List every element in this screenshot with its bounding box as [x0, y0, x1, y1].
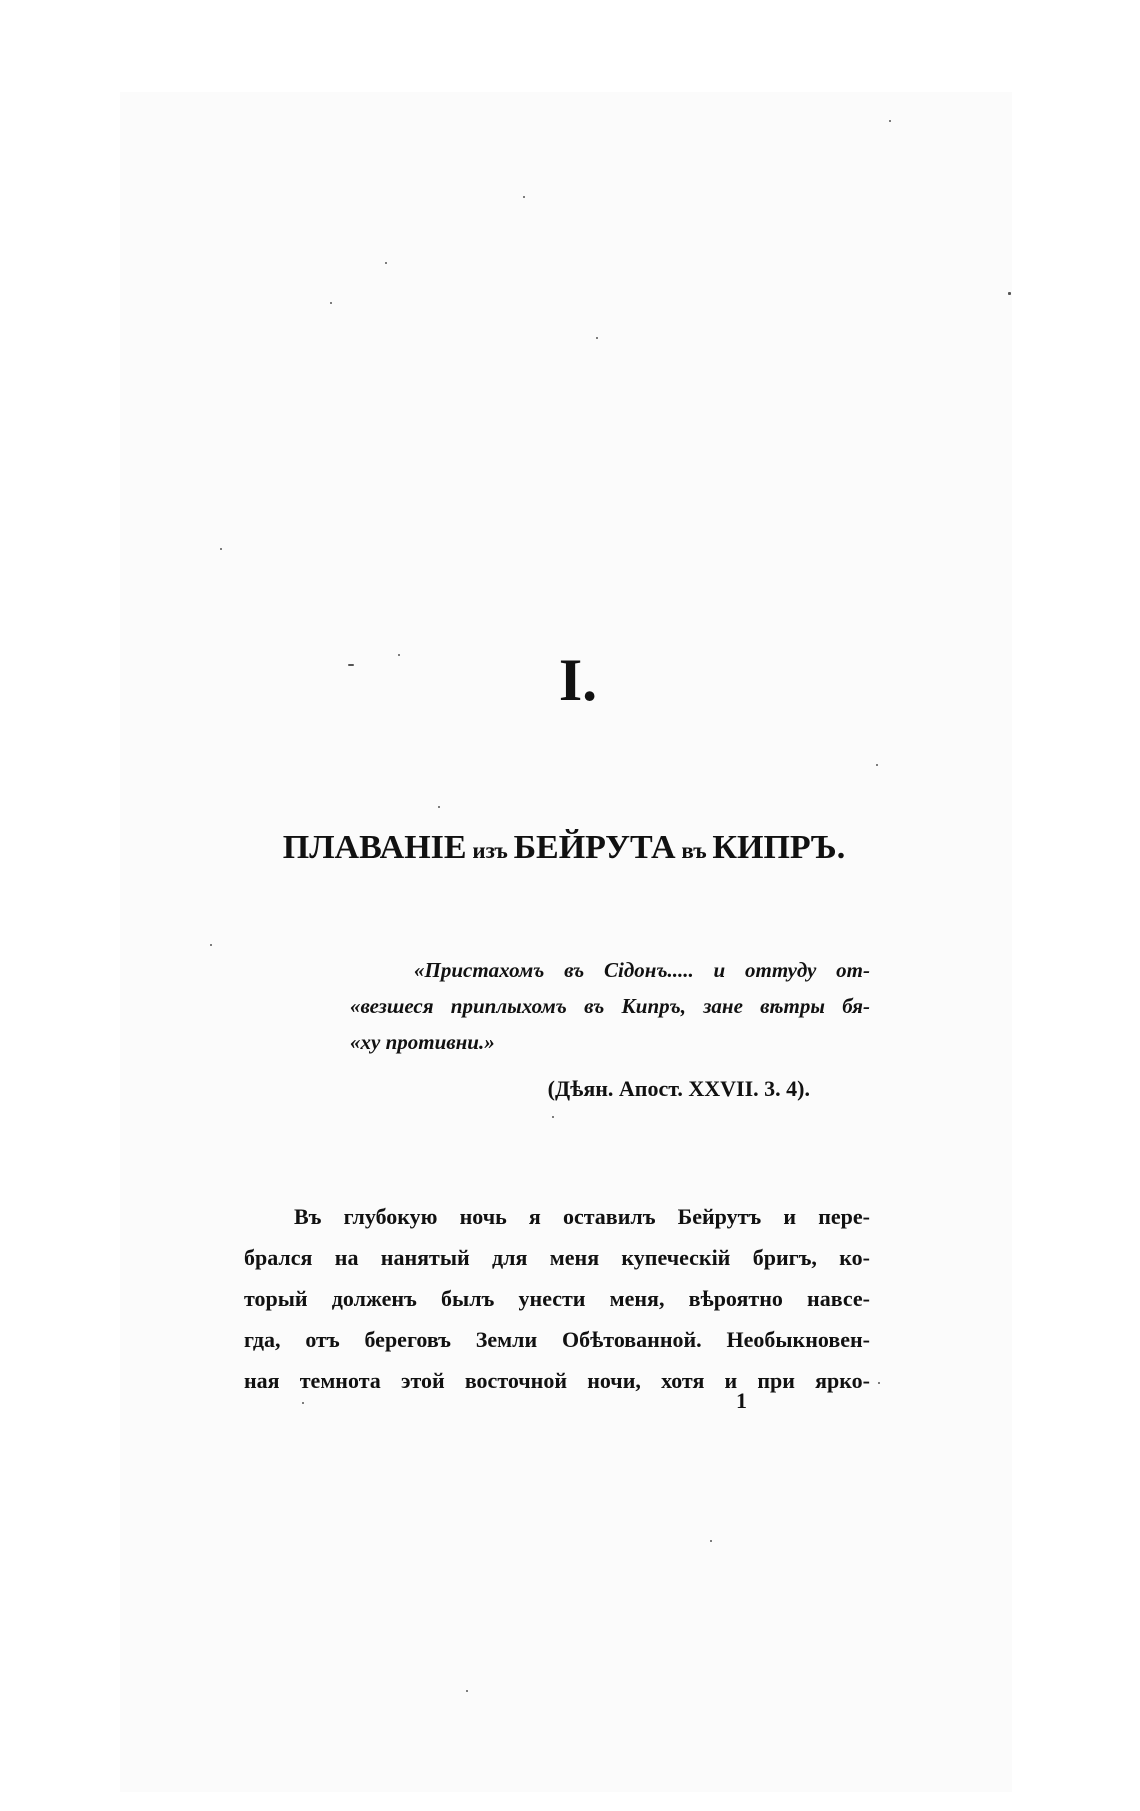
body-line: ная темнота этой восточной ночи, хотя и при ярко-	[244, 1368, 870, 1393]
scan-speck	[878, 1382, 880, 1384]
scan-speck	[876, 764, 878, 766]
chapter-numeral: I.	[558, 647, 598, 713]
epigraph-citation: (Дѣян. Апост. XXVII. 3. 4).	[547, 1076, 810, 1101]
body-line: Въ глубокую ночь я оставилъ Бейрутъ и пере-	[294, 1204, 870, 1229]
body-line: брался на нанятый для меня купеческій бригъ, ко-	[244, 1245, 870, 1270]
scan-speck	[596, 337, 598, 339]
epigraph-line: «ху противни.»	[350, 1030, 495, 1054]
chapter-title-word: ПЛАВАНІЕ	[282, 829, 467, 866]
scan-speck	[552, 1116, 554, 1118]
body-text	[244, 1196, 870, 1401]
scan-speck	[330, 302, 332, 304]
scan-speck	[438, 806, 440, 808]
page-sheet	[120, 92, 1012, 1792]
scan-speck	[385, 262, 387, 264]
chapter-title	[244, 826, 884, 873]
epigraph-line: «Пристахомъ въ Сідонъ..... и оттуду от-	[414, 958, 870, 982]
body-line: торый долженъ былъ унести меня, вѣроятно навсе-	[244, 1286, 870, 1311]
chapter-title-word: КИПРЪ.	[712, 829, 846, 866]
scan-speck	[220, 548, 222, 550]
epigraph	[350, 952, 870, 1060]
body-line: гда, отъ береговъ Земли Обѣтованной. Необыкновен-	[244, 1327, 870, 1352]
chapter-title-word: въ	[675, 838, 713, 863]
page-number: 1	[736, 1388, 747, 1413]
scan-speck	[302, 1402, 304, 1404]
scan-speck	[889, 120, 891, 122]
epigraph-line: «везшеся приплыхомъ въ Кипръ, зане вѣтры бя-	[350, 994, 870, 1018]
scan-speck	[1008, 292, 1011, 295]
scan-speck	[523, 196, 525, 198]
chapter-title-word: изъ	[466, 838, 514, 863]
scan-speck	[710, 1540, 712, 1542]
scan-speck	[210, 944, 212, 946]
scan-speck	[466, 1690, 468, 1692]
chapter-title-word: БЕЙРУТА	[513, 829, 676, 866]
